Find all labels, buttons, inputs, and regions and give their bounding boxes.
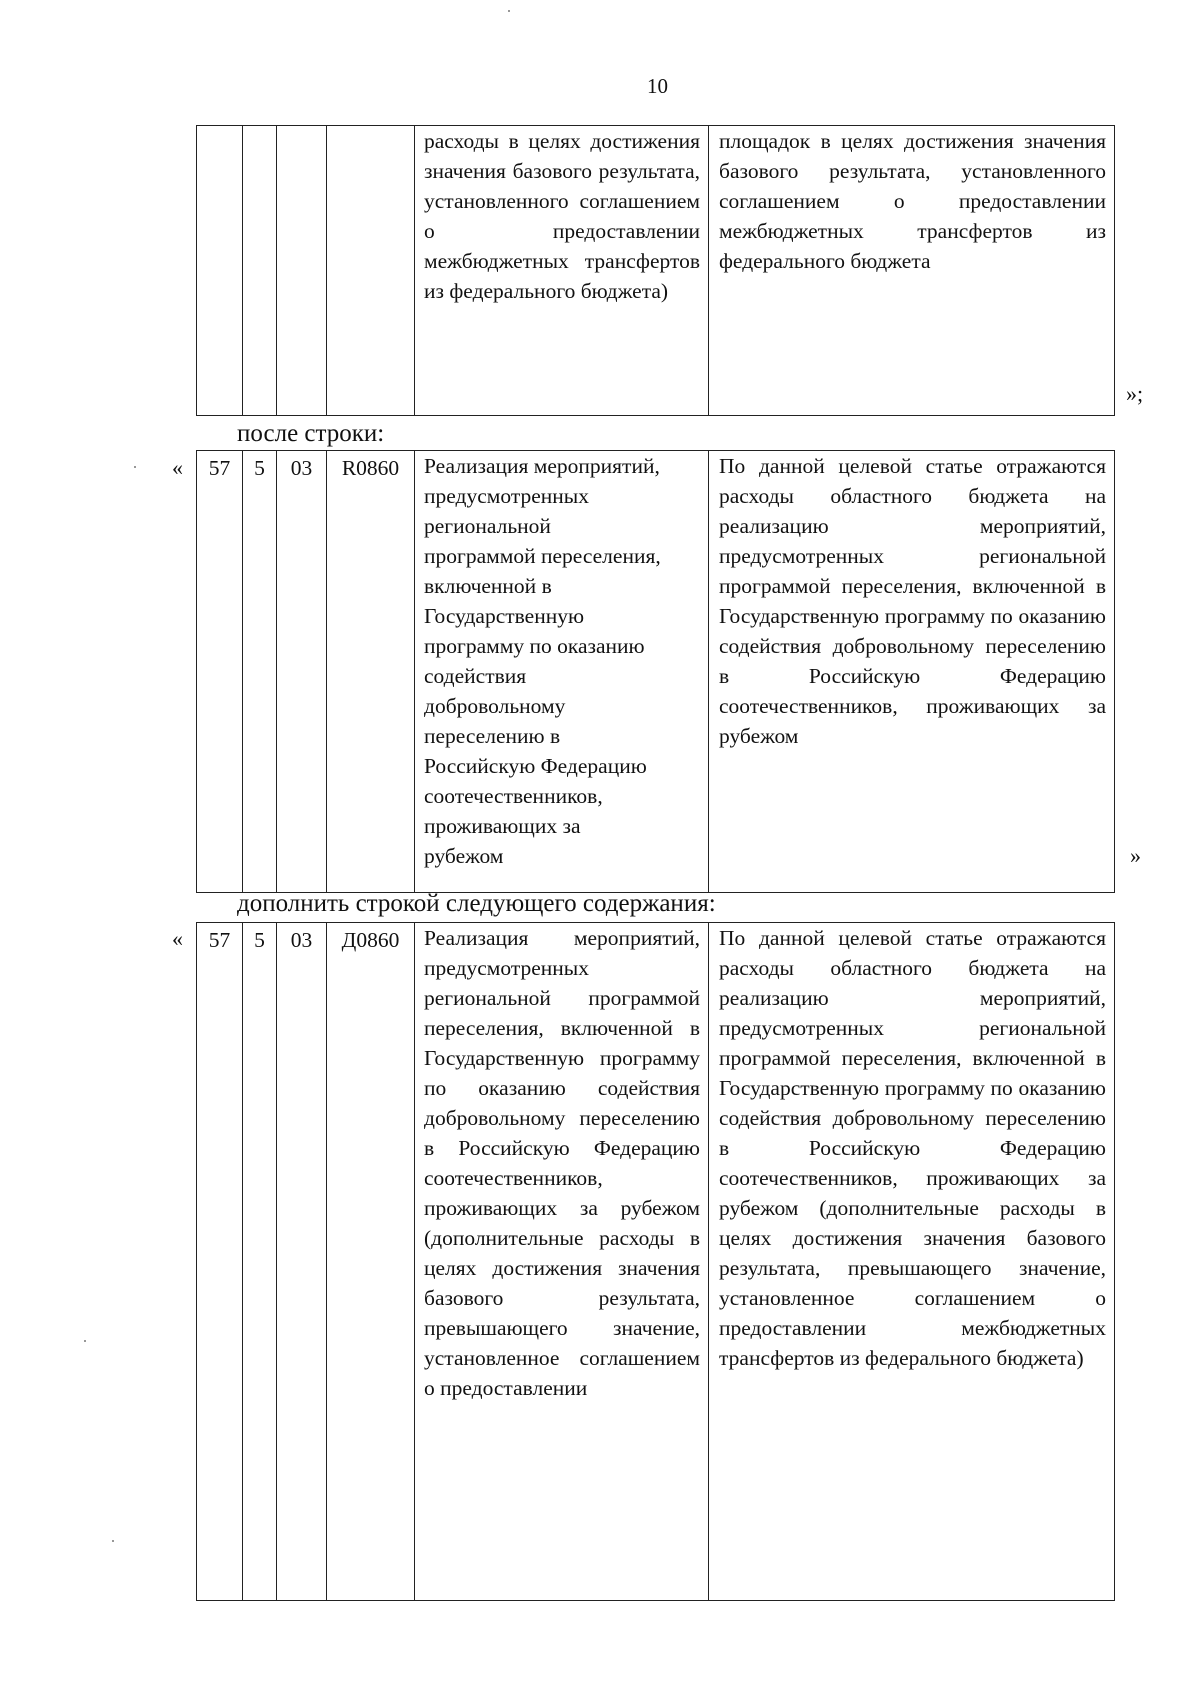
instruction-after-row: после строки: (237, 420, 385, 447)
name-line: проживающих за (424, 814, 581, 838)
table-row-d0860 (196, 922, 1115, 1601)
cell-event: 03 (277, 923, 327, 1601)
cell-name: Реализация мероприятий, предусмотренных региональной программой переселения, включенной в Государственную программу по оказанию содействия добровольному переселению в Российскую Федерацию соотечественников, проживающих за рубежом (дополнительные расходы в целях достижения значения базового результата, превышающего значение, установленное соглашением о предоставлении (415, 923, 709, 1601)
opening-quote: « (172, 455, 183, 480)
page-number: 10 (647, 74, 668, 98)
cell-event: 03 (277, 451, 327, 893)
cell-subprogram (243, 126, 277, 416)
opening-quote: « (172, 926, 183, 951)
name-line: региональной (424, 514, 551, 538)
table-row (197, 451, 1115, 893)
closing-quote: »; (1126, 381, 1144, 406)
name-line: соотечественников, (424, 784, 603, 808)
name-line: рубежом (424, 844, 504, 868)
cell-subprogram: 5 (243, 923, 277, 1601)
closing-quote: » (1130, 843, 1141, 868)
name-line: переселению в (424, 724, 561, 748)
cell-name: расходы в целях достижения значения базового результата, установленного соглашением о предоставлении межбюджетных трансфертов из федерального бюджета) (415, 126, 709, 416)
cell-program (197, 126, 243, 416)
name-line: содействия (424, 664, 527, 688)
cell-description: площадок в целях достижения значения базового результата, установленного соглашением о предоставлении межбюджетных трансфертов из федерального бюджета (709, 126, 1115, 416)
cell-code: Д0860 (327, 923, 415, 1601)
cell-code: R0860 (327, 451, 415, 893)
cell-description: По данной целевой статье отражаются расходы областного бюджета на реализацию мероприятий, предусмотренных региональной программой переселения, включенной в Государственную программу по оказанию содействия добровольному переселению в Российскую Федерацию соотечественников, проживающих за рубежом (дополнительные расходы в целях достижения значения базового результата, превышающего значение, установленное соглашением о предоставлении межбюджетных трансфертов из федерального бюджета) (709, 923, 1115, 1601)
name-line: программой переселения, (424, 544, 661, 568)
name-line: Государственную (424, 604, 585, 628)
table-row (197, 126, 1115, 416)
cell-program: 57 (197, 923, 243, 1601)
name-line: добровольному (424, 694, 566, 718)
name-line: включенной в (424, 574, 552, 598)
name-line: Российскую Федерацию (424, 754, 647, 778)
cell-code (327, 126, 415, 416)
table-row (197, 923, 1115, 1601)
cell-name (415, 451, 709, 893)
cell-program: 57 (197, 451, 243, 893)
name-line: предусмотренных (424, 484, 589, 508)
name-line: Реализация мероприятий, (424, 454, 660, 478)
scan-speck (508, 10, 510, 12)
cell-event (277, 126, 327, 416)
table-continuation (196, 125, 1115, 416)
table-row-r0860 (196, 450, 1115, 893)
name-line: программу по оказанию (424, 634, 645, 658)
scan-speck (84, 1340, 86, 1342)
cell-description: По данной целевой статье отражаются расходы областного бюджета на реализацию мероприятий, предусмотренных региональной программой переселения, включенной в Государственную программу по оказанию содействия добровольному переселению в Российскую Федерацию соотечественников, проживающих за рубежом (709, 451, 1115, 893)
cell-subprogram: 5 (243, 451, 277, 893)
instruction-add-row: дополнить строкой следующего содержания: (237, 890, 716, 917)
scan-speck (112, 1540, 114, 1542)
scan-speck (134, 466, 136, 468)
